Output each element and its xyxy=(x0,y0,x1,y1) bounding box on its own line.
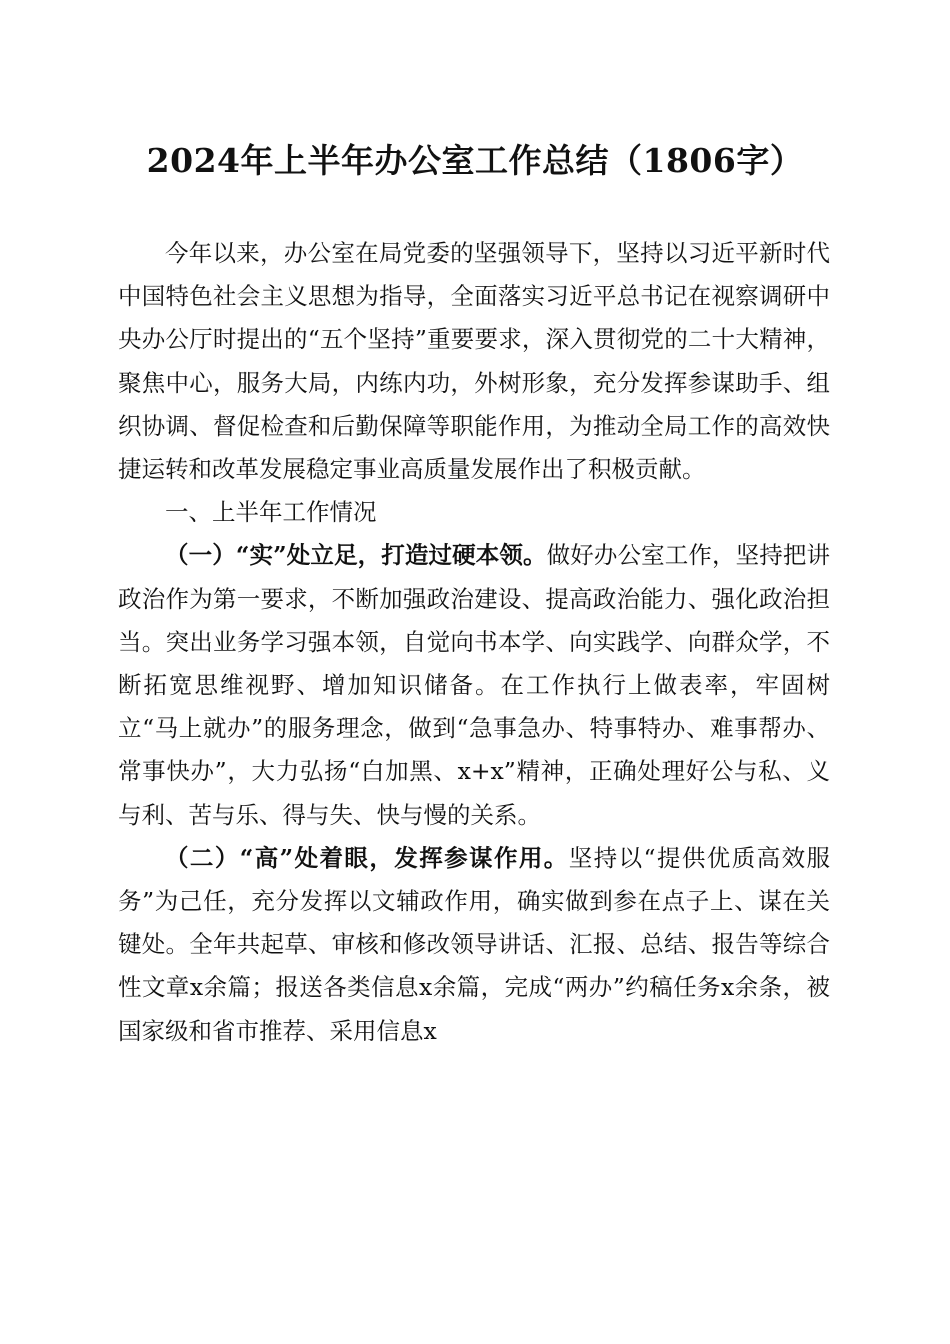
document-body xyxy=(118,232,830,1053)
item-2-lead: （二）“高”处着眼，发挥参谋作用。 xyxy=(165,843,569,872)
item-1-lead: （一）“实”处立足，打造过硬本领。 xyxy=(165,541,547,570)
document-title: 2024年上半年办公室工作总结（1806字） xyxy=(146,141,804,180)
item-2-text: 坚持以“提供优质高效服务”为己任，充分发挥以文辅政作用，确实做到参在点子上、谋在关键处。全年共起草、审核和修改领导讲话、汇报、总结、报告等综合性文章x余篇；报送各类信息x余篇，完成“两办”约稿任务x余条，被国家级和省市推荐、采用信息x xyxy=(118,843,830,1045)
item-2-paragraph xyxy=(118,837,830,1053)
intro-paragraph: 今年以来，办公室在局党委的坚强领导下，坚持以习近平新时代中国特色社会主义思想为指导，全面落实习近平总书记在视察调研中央办公厅时提出的“五个坚持”重要要求，深入贯彻党的二十大精神，聚焦中心，服务大局，内练内功，外树形象，充分发挥参谋助手、组织协调、督促检查和后勤保障等职能作用，为推动全局工作的高效快捷运转和改革发展稳定事业高质量发展作出了积极贡献。 xyxy=(118,239,830,484)
item-1-paragraph xyxy=(118,534,830,836)
item-1-text: 做好办公室工作，坚持把讲政治作为第一要求，不断加强政治建设、提高政治能力、强化政治担当。突出业务学习强本领，自觉向书本学、向实践学、向群众学，不断拓宽思维视野、增加知识储备。在工作执行上做表率，牢固树立“马上就办”的服务理念，做到“急事急办、特事特办、难事帮办、常事快办”，大力弘扬“白加黑、x+x”精神，正确处理好公与私、义与利、苦与乐、得与失、快与慢的关系。 xyxy=(118,541,830,829)
section-heading: 一、上半年工作情况 xyxy=(165,498,377,527)
